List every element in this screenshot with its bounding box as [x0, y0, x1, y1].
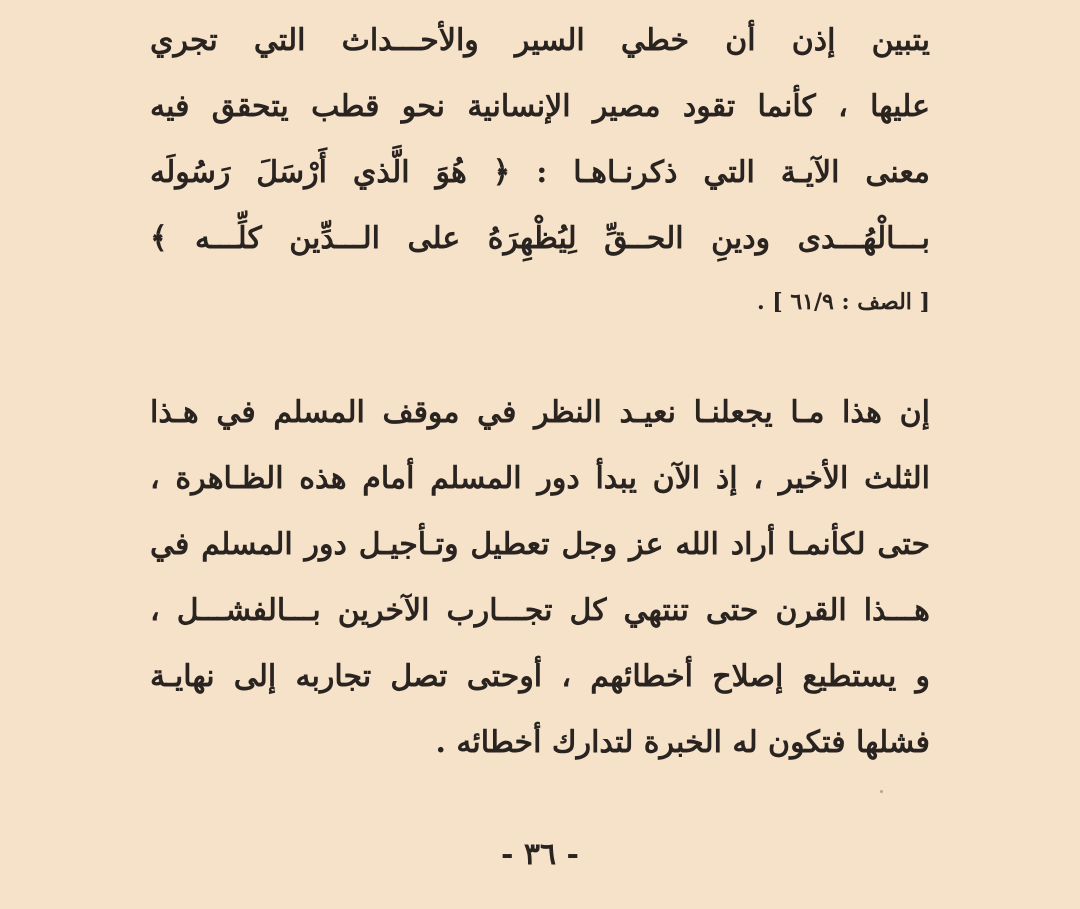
text-line: معنى الآيـة التي ذكرنـاهـا : ﴿ هُوَ الَّذي أَرْسَلَ رَسُولَه	[150, 155, 930, 190]
paragraph-2	[150, 380, 930, 776]
text-line: يتبين إذن أن خطي السير والأحـــداث التي تجري	[150, 23, 930, 58]
text-line: إن هذا مـا يجعلنـا نعيـد النظر في موقف المسلم في هـذا	[150, 395, 930, 430]
page-number: - ٣٦ -	[500, 837, 580, 872]
paper-speck	[880, 790, 883, 793]
quran-citation: [ الصف : ٦١/٩ ] .	[756, 289, 930, 315]
text-line: عليها ، كأنما تقود مصير الإنسانية نحو قطب يتحقق فيه	[150, 89, 930, 124]
text-line: هـــذا القرن حتى تنتهي كل تجـــارب الآخرين بـــالفشـــل ،	[150, 593, 930, 628]
paragraph-1	[150, 8, 930, 332]
text-line: الثلث الأخير ، إذ الآن يبدأ دور المسلم أمام هذه الظـاهرة ،	[150, 461, 930, 496]
text-line: و يستطيع إصلاح أخطائهم ، أوحتى تصل تجاربه إلى نهايـة	[150, 659, 930, 694]
text-line: فشلها فتكون له الخبرة لتدارك أخطائه .	[435, 725, 930, 760]
text-line: حتى لكأنمـا أراد الله عز وجل تعطيل وتـأجيـل دور المسلم في	[150, 527, 930, 562]
text-line: بـــالْهُـــدى ودينِ الحــقِّ لِيُظْهِرَهُ على الـــدِّين كلِّـــه ﴾	[150, 221, 930, 256]
